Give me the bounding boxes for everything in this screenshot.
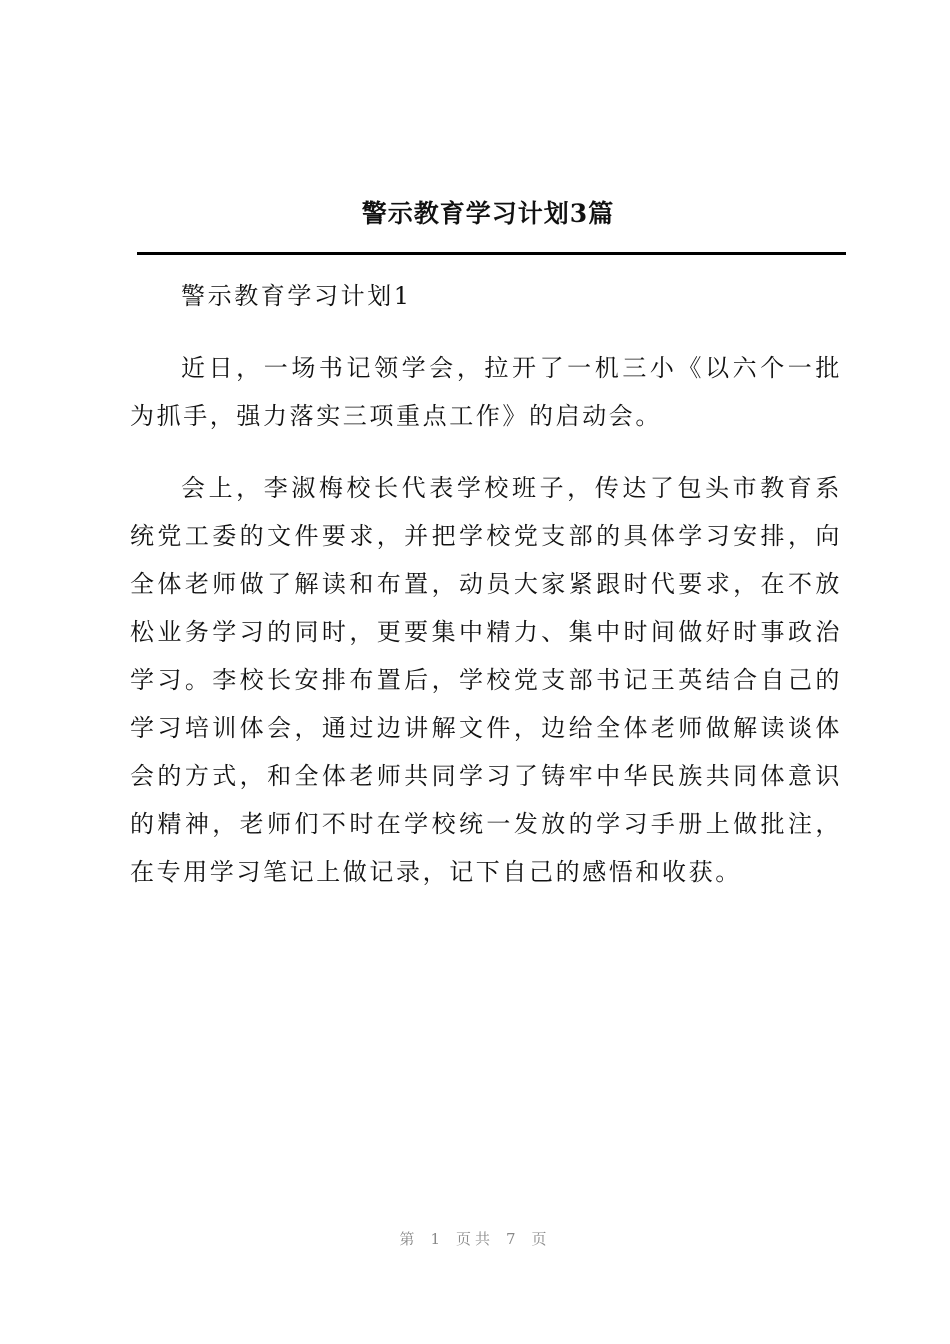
paragraph-1: 近日，一场书记领学会，拉开了一机三小《以六个一批为抓手，强力落实三项重点工作》的启动会。 — [130, 354, 842, 430]
footer-middle: 页共 — [455, 1230, 494, 1248]
document-body — [130, 272, 842, 896]
title-divider — [137, 252, 846, 255]
footer-current-page: 1 — [430, 1230, 444, 1248]
footer-suffix: 页 — [531, 1230, 551, 1248]
page-footer — [0, 1228, 950, 1249]
footer-prefix: 第 — [399, 1230, 419, 1248]
paragraph-2: 会上，李淑梅校长代表学校班子，传达了包头市教育系统党工委的文件要求，并把学校党支部的具体学习安排，向全体老师做了解读和布置，动员大家紧跟时代要求，在不放松业务学习的同时，更要集中精力、集中时间做好时事政治学习。李校长安排布置后，学校党支部书记王英结合自己的学习培训体会，通过边讲解文件，边给全体老师做解读谈体会的方式，和全体老师共同学习了铸牢中华民族共同体意识的精神，老师们不时在学校统一发放的学习手册上做批注，在专用学习笔记上做记录，记下自己的感悟和收获。 — [130, 474, 842, 886]
section-heading: 警示教育学习计划1 — [181, 282, 412, 310]
document-title: 警示教育学习计划3篇 — [361, 199, 615, 228]
footer-total-pages: 7 — [506, 1230, 520, 1248]
